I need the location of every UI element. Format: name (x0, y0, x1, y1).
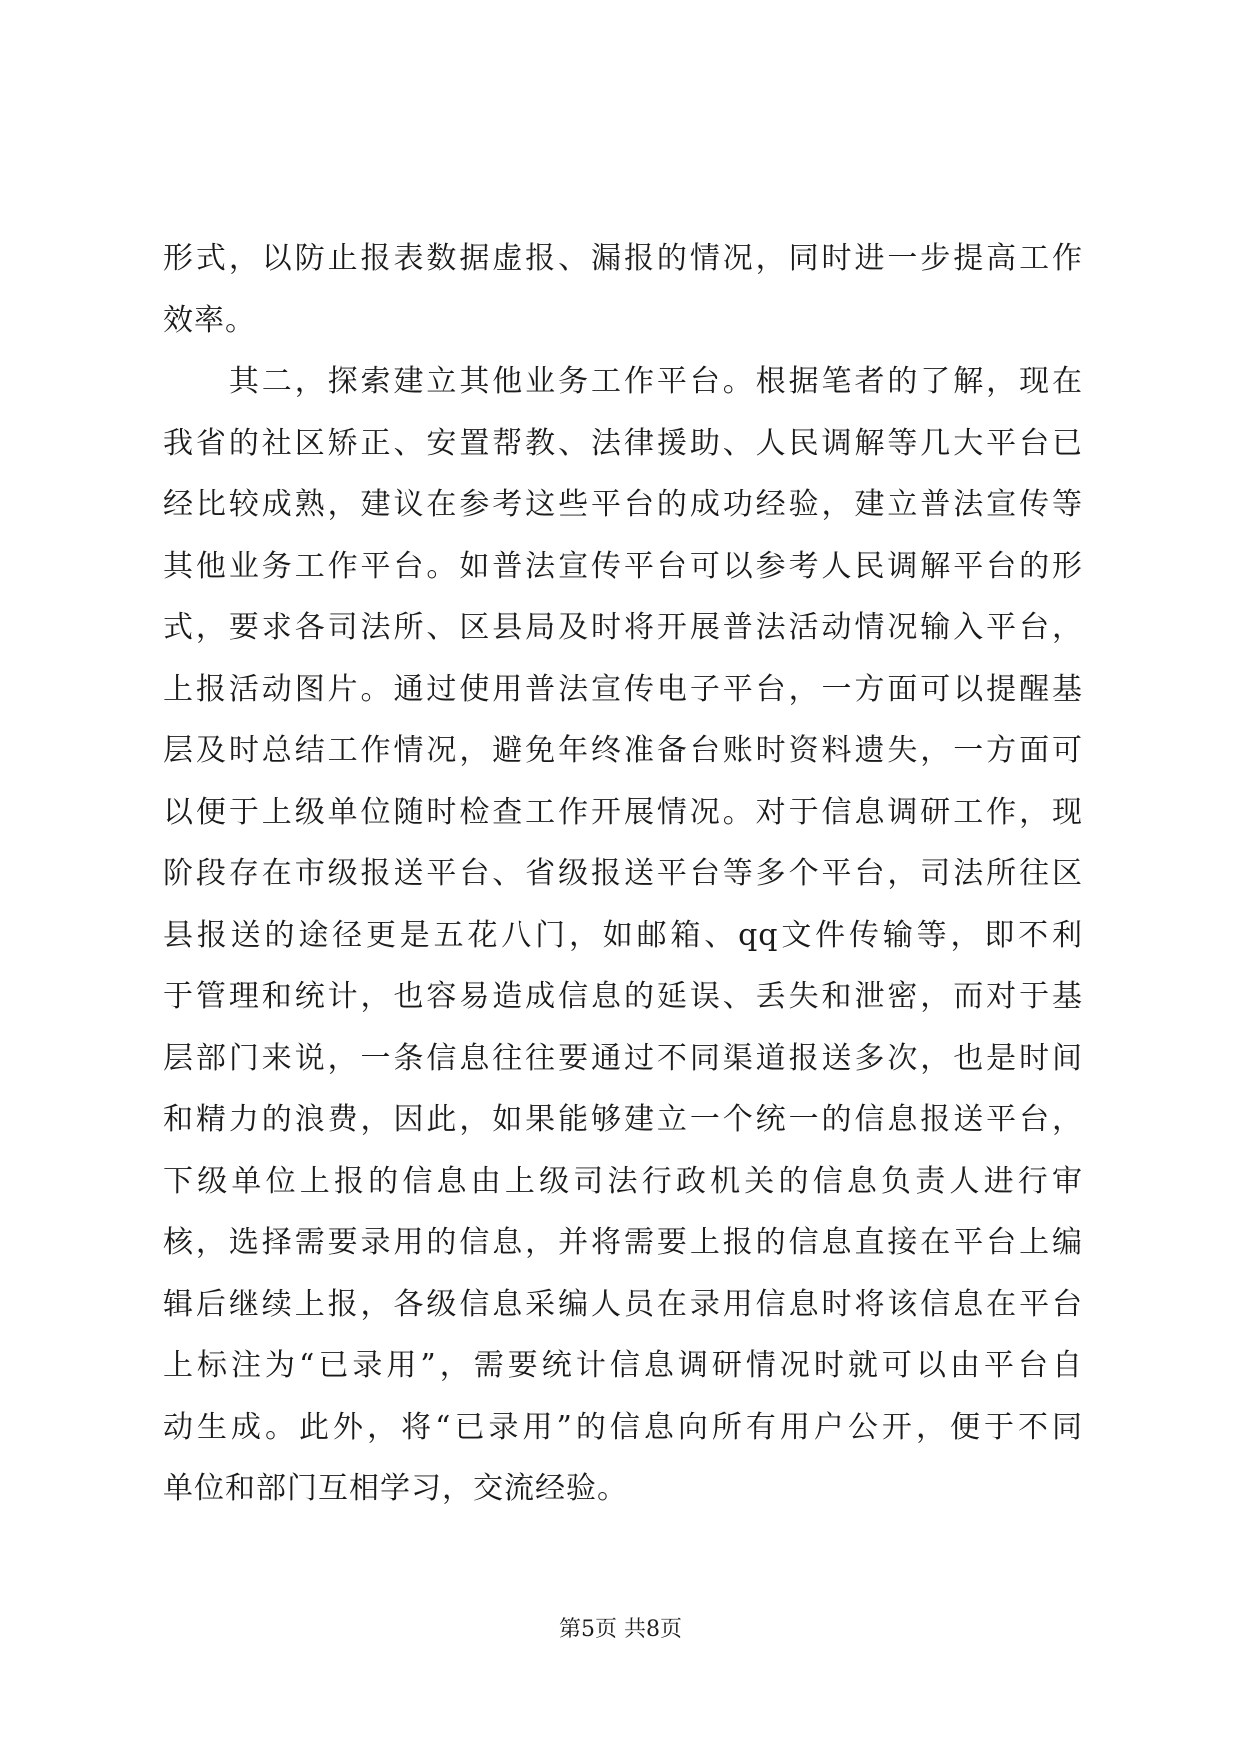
text-line: 经比较成熟，建议在参考这些平台的成功经验，建立普法宣传等 (163, 487, 1083, 522)
text-line: 辑后继续上报，各级信息采编人员在录用信息时将该信息在平台 (163, 1286, 1083, 1322)
text-line: 阶段存在市级报送平台、省级报送平台等多个平台，司法所往区 (163, 856, 1083, 891)
text-line: 形式，以防止报表数据虚报、漏报的情况，同时进一步提高工作 (163, 241, 1083, 276)
text-line: 式，要求各司法所、区县局及时将开展普法活动情况输入平台， (163, 610, 1083, 645)
text-line: 其他业务工作平台。如普法宣传平台可以参考人民调解平台的形 (163, 548, 1083, 584)
text-line: 上标注为“已录用”，需要统计信息调研情况时就可以由平台自 (163, 1348, 1083, 1383)
document-body (163, 228, 1083, 1520)
text-line: 上报活动图片。通过使用普法宣传电子平台，一方面可以提醒基 (163, 671, 1083, 707)
text-line: 层及时总结工作情况，避免年终准备台账时资料遗失，一方面可 (163, 733, 1083, 768)
text-line: 动生成。此外，将“已录用”的信息向所有用户公开，便于不同 (163, 1409, 1083, 1445)
page-number-footer: 第5页 共8页 (559, 1617, 682, 1642)
text-line: 县报送的途径更是五花八门，如邮箱、qq文件传输等，即不利 (163, 917, 1083, 953)
text-line: 核，选择需要录用的信息，并将需要上报的信息直接在平台上编 (163, 1225, 1083, 1260)
text-line: 单位和部门互相学习，交流经验。 (163, 1471, 628, 1506)
text-line: 和精力的浪费，因此，如果能够建立一个统一的信息报送平台， (163, 1102, 1083, 1137)
text-line: 其二，探索建立其他业务工作平台。根据笔者的了解，现在 (163, 364, 1083, 399)
text-line: 效率。 (163, 302, 256, 338)
text-line: 于管理和统计，也容易造成信息的延误、丢失和泄密，而对于基 (163, 979, 1083, 1014)
text-line: 下级单位上报的信息由上级司法行政机关的信息负责人进行审 (163, 1163, 1083, 1199)
text-line: 我省的社区矫正、安置帮教、法律援助、人民调解等几大平台已 (163, 425, 1083, 461)
text-line: 以便于上级单位随时检查工作开展情况。对于信息调研工作，现 (163, 794, 1083, 830)
text-line: 层部门来说，一条信息往往要通过不同渠道报送多次，也是时间 (163, 1040, 1083, 1076)
